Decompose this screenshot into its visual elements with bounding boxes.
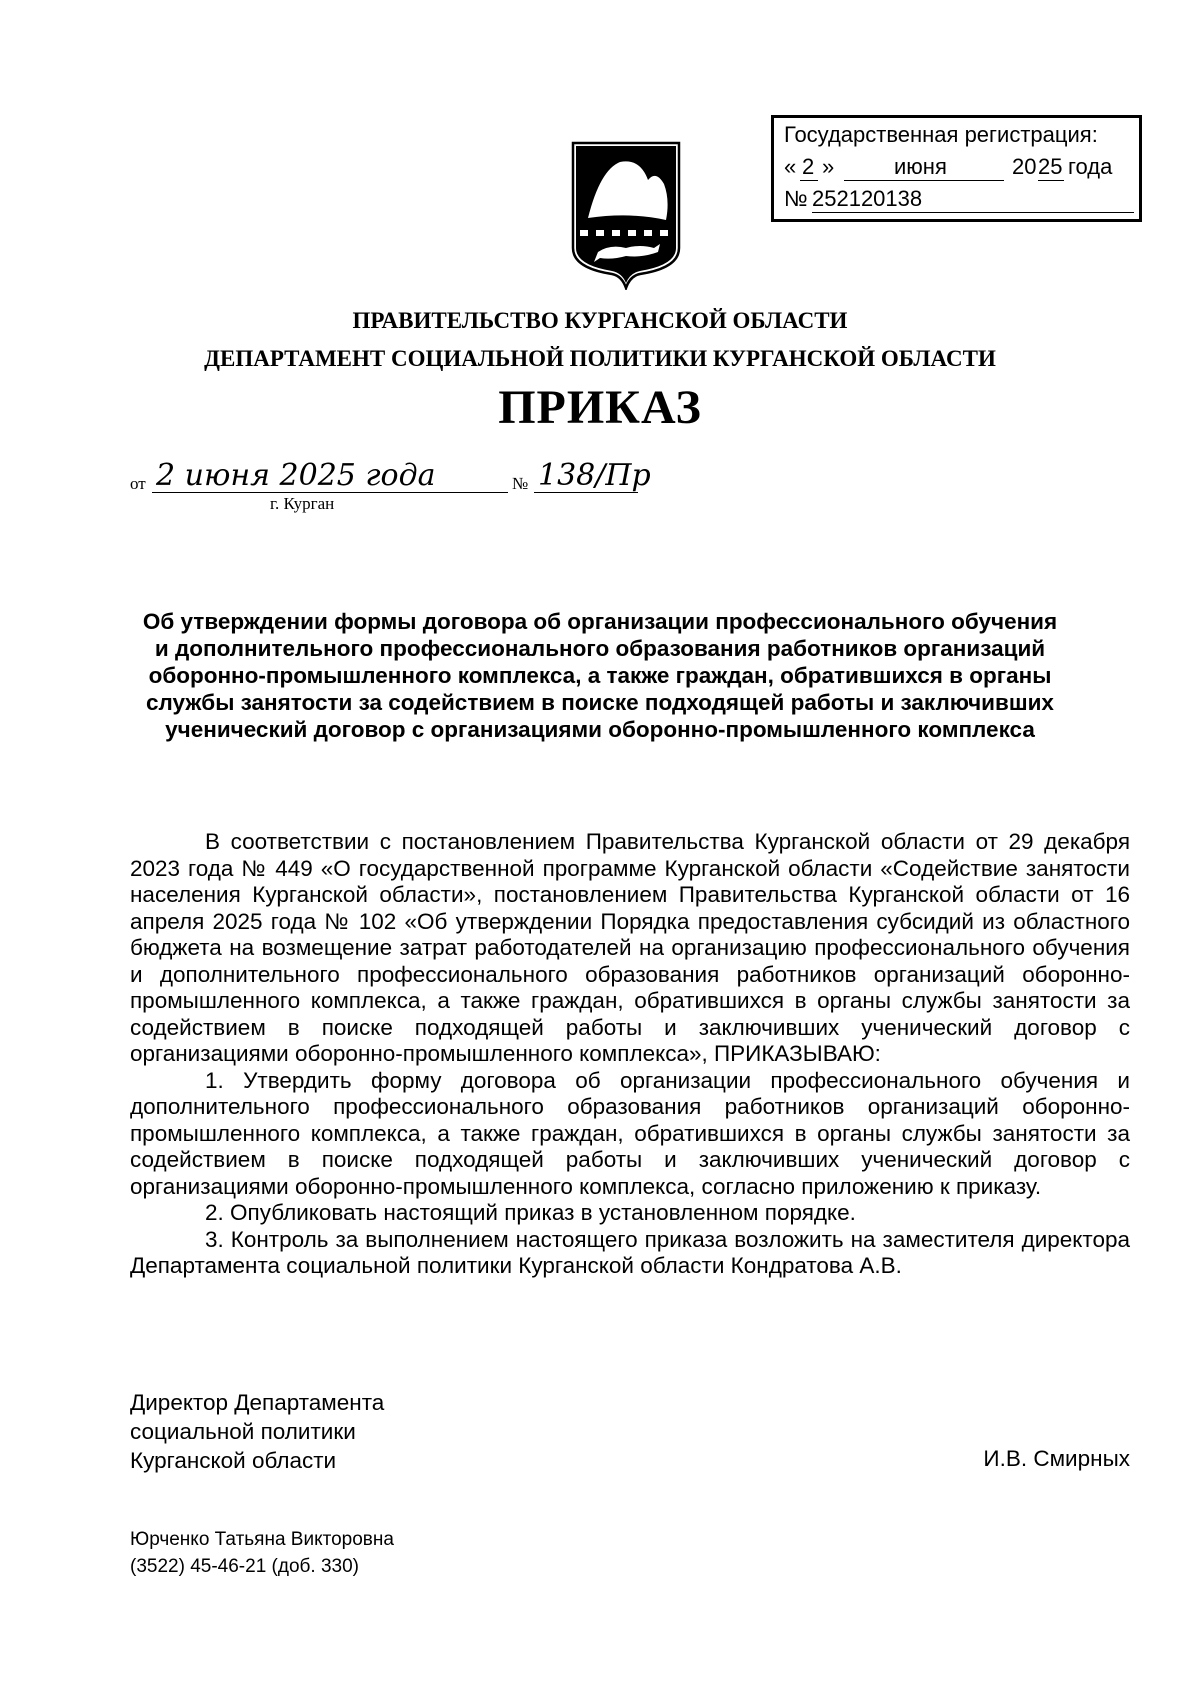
registration-stamp bbox=[771, 115, 1142, 222]
registration-number: 252120138 bbox=[812, 186, 923, 211]
number-underline bbox=[534, 492, 638, 493]
city-label: г. Курган bbox=[270, 494, 335, 513]
year-prefix: 20 bbox=[1012, 154, 1037, 179]
order-item-3: 3. Контроль за выполнением настоящего приказа возложить на заместителя директора Департамента социальной политики Курганской области Кондратова А.В. bbox=[130, 1226, 1130, 1278]
registration-title: Государственная регистрация: bbox=[784, 122, 1098, 147]
registration-month: июня bbox=[894, 154, 947, 179]
day-underline bbox=[800, 180, 818, 181]
order-item-2: 2. Опубликовать настоящий приказ в установленном порядке. bbox=[205, 1200, 856, 1225]
open-quote: « bbox=[784, 154, 797, 179]
position-line: Курганской области bbox=[130, 1448, 337, 1473]
order-number-label: № bbox=[512, 474, 529, 493]
order-body bbox=[130, 829, 1130, 1280]
year-word: года bbox=[1068, 154, 1113, 179]
month-underline bbox=[844, 180, 1004, 181]
subject-line: и дополнительного профессионального образования работников организаций bbox=[154, 636, 1046, 661]
contact-info bbox=[130, 1526, 394, 1580]
contact-name: Юрченко Татьяна Викторовна bbox=[130, 1529, 394, 1550]
year-underline bbox=[1038, 180, 1064, 181]
signatory-position bbox=[130, 1388, 384, 1475]
handwritten-date: 2 июня 2025 года bbox=[156, 458, 436, 493]
contact-phone: (3522) 45-46-21 (доб. 330) bbox=[130, 1556, 359, 1577]
close-quote: » bbox=[822, 154, 835, 179]
position-line: социальной политики bbox=[130, 1419, 356, 1444]
registration-number-line bbox=[784, 186, 1134, 216]
from-label: от bbox=[130, 474, 146, 493]
subject-line: оборонно-промышленного комплекса, а также граждан, обратившихся в органы bbox=[148, 663, 1052, 688]
signatory-name: И.В. Смирных bbox=[983, 1446, 1130, 1471]
order-item-1: 1. Утвердить форму договора об организации профессионального обучения и дополнительного профессионального образования работников организаций оборонно-промышленного комплекса, а также граждан, обратившихся в органы службы занятости за содействием в поиске подходящей работы и заключивших ученический договор с организациями оборонно-промышленного комплекса, согласно приложению к приказу. bbox=[130, 1067, 1130, 1199]
subject-line: Об утверждении формы договора об организации профессионального обучения bbox=[142, 609, 1058, 634]
handwritten-order-number: 138/Пр bbox=[538, 458, 651, 493]
date-number-line bbox=[130, 458, 651, 512]
registration-day: 2 bbox=[802, 154, 815, 179]
document-type-title: ПРИКАЗ bbox=[498, 381, 702, 434]
department-name: ДЕПАРТАМЕНТ СОЦИАЛЬНОЙ ПОЛИТИКИ КУРГАНСКОЙ ОБЛАСТИ bbox=[204, 346, 996, 371]
preamble-paragraph: В соответствии с постановлением Правительства Курганской области от 29 декабря 2023 года № 449 «О государственной программе Курганской области «Содействие занятости населения Курганской области», постановлением Правительства Курганской области от 16 апреля 2025 года № 102 «Об утверждении Порядка предоставления субсидий из областного бюджета на возмещение затрат работодателей на организацию профессионального обучения и дополнительного профессионального образования работников организаций оборонно-промышленного комплекса, а также граждан, обратившихся в органы службы занятости за содействием в поиске подходящей работы и заключивших ученический договор с организациями оборонно-промышленного комплекса», ПРИКАЗЫВАЮ: bbox=[130, 829, 1130, 1066]
order-subject bbox=[125, 608, 1075, 743]
date-underline bbox=[152, 492, 508, 493]
number-underline bbox=[812, 212, 1134, 213]
subject-line: ученический договор с организациями оборонно-промышленного комплекса bbox=[165, 717, 1035, 742]
subject-line: службы занятости за содействием в поиске подходящей работы и заключивших bbox=[146, 690, 1054, 715]
registration-number-label: № bbox=[784, 186, 808, 211]
year-suffix: 25 bbox=[1038, 154, 1063, 179]
registration-date-line bbox=[784, 154, 1134, 184]
coat-of-arms-icon bbox=[570, 140, 682, 290]
government-name: ПРАВИТЕЛЬСТВО КУРГАНСКОЙ ОБЛАСТИ bbox=[352, 308, 848, 333]
position-line: Директор Департамента bbox=[130, 1390, 385, 1415]
